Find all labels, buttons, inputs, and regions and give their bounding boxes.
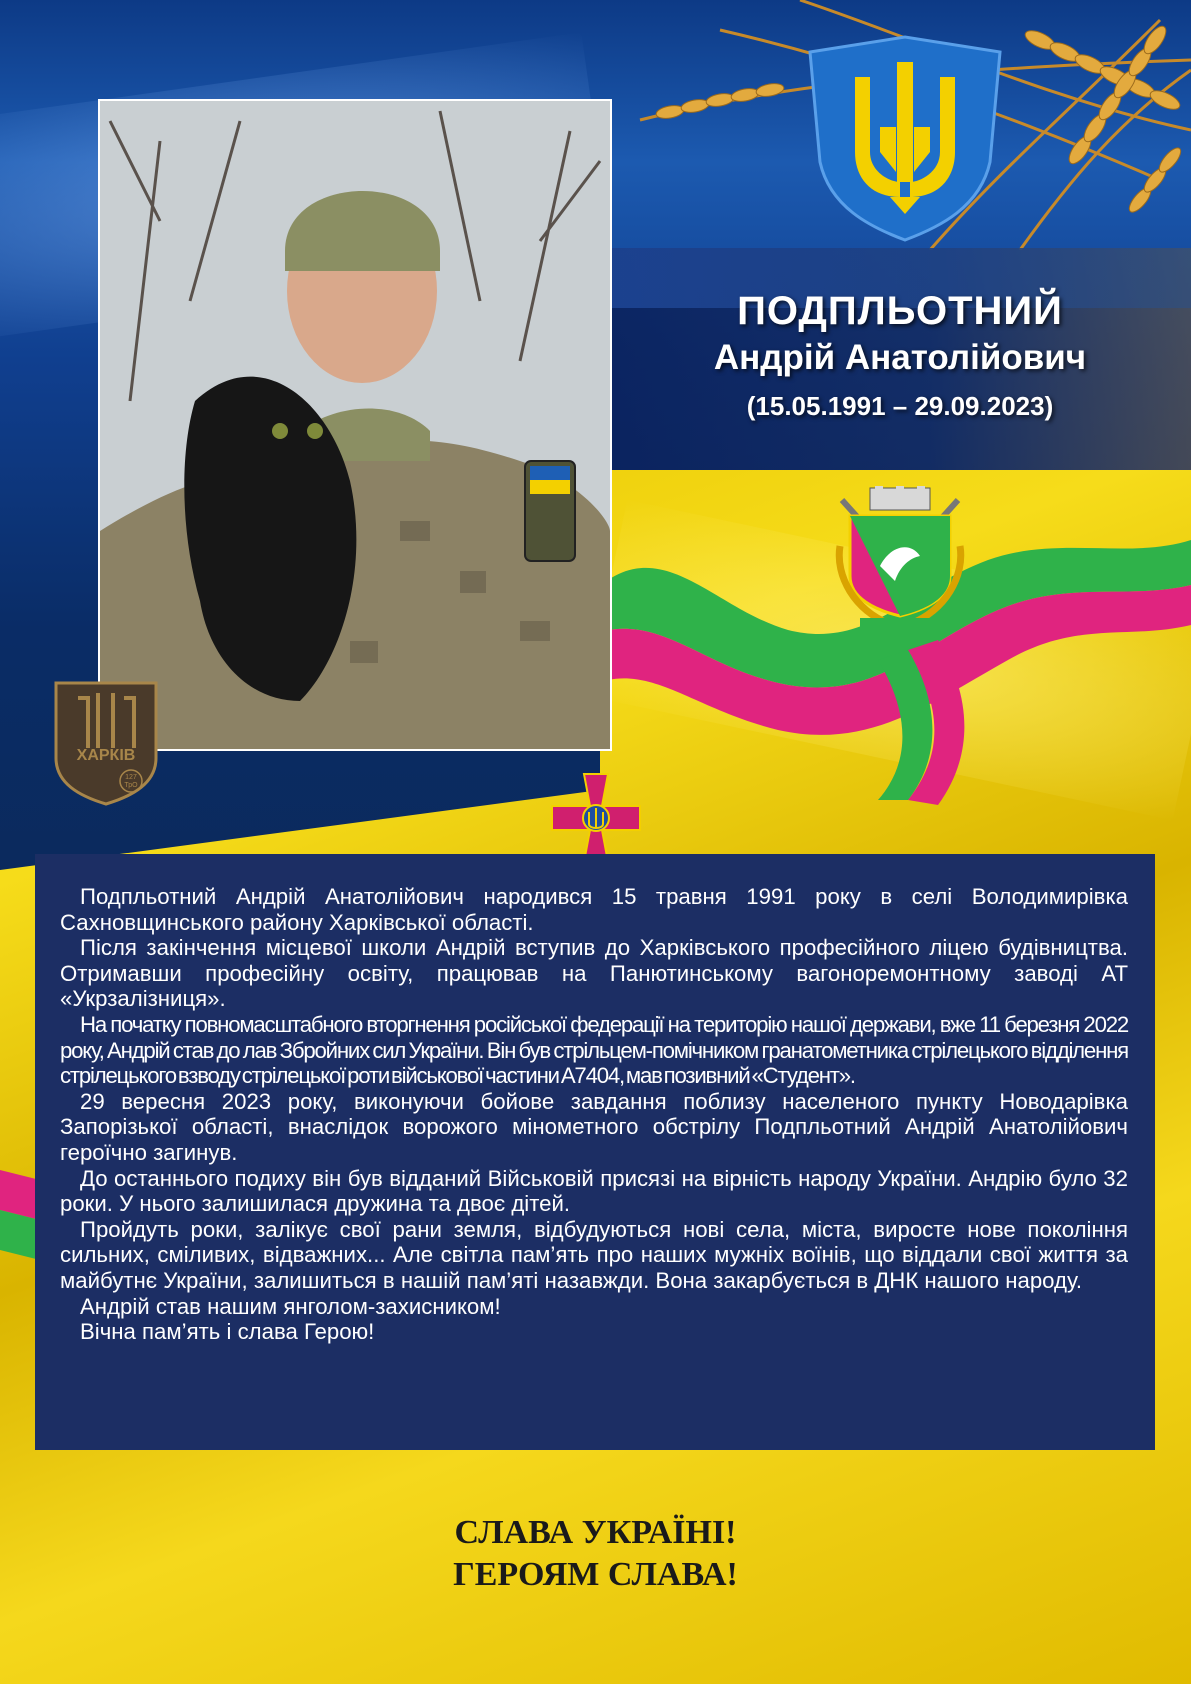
kharkiv-badge-label: ХАРКІВ (76, 747, 136, 764)
kharkiv-tro-badge-icon (53, 678, 159, 806)
bio-paragraph: На початку повномасштабного вторгнення російської федерації на територію нашої держави, вже 11 березня 2022 року, Андрій став до лав Збройних сил України. Він був стрільцем-помічником гранатометника стрілецького відділення стрілецького взводу стрілецької роти військової частини А7404, мав позивний «Студент». (60, 1011, 1128, 1089)
slogan-glory-heroes: ГЕРОЯМ СЛАВА! (453, 1556, 738, 1593)
bio-paragraph: Пройдуть роки, залікує свої рани земля, відбудуються нові села, міста, виросте нове покоління сильних, сміливих, відважних... Але світла пам’ять про наших мужніх воїнів, що віддали свої життя за майбутнє України, залишиться в нашій пам’яті назавжди. Вона закарбується в ДНК нашого народу. (60, 1216, 1128, 1293)
person-given-names: Андрій Анатолійович (713, 338, 1087, 377)
person-surname: ПОДПЛЬОТНИЙ (737, 289, 1063, 333)
armed-forces-cross-icon (548, 770, 644, 866)
bio-paragraph: 29 вересня 2023 року, виконуючи бойове завдання поблизу населеного пункту Новодарівка Запорізької області, внаслідок ворожого мінометного обстрілу Подпльотний Андрій Анатолійович героїчно загинув. (60, 1088, 1128, 1165)
coat-of-arms-trident-icon (800, 32, 1010, 242)
kharkiv-badge-abbr: ТрО (124, 782, 138, 789)
portrait-illustration (100, 101, 610, 749)
title-block (640, 286, 1160, 428)
slogan-glory-ukraine: СЛАВА УКРАЇНІ! (454, 1514, 737, 1551)
bio-paragraph: До останнього подиху він був відданий Військовій присязі на вірність народу України. Андрію було 32 роки. У нього залишилася дружина та двоє дітей. (60, 1165, 1128, 1217)
bio-paragraph: Вічна пам’ять і слава Герою! (80, 1319, 375, 1345)
city-coat-of-arms-icon (830, 486, 970, 632)
bio-paragraph: Андрій став нашим янголом-захисником! (80, 1293, 501, 1319)
person-dates: (15.05.1991 – 29.09.2023) (746, 391, 1054, 421)
bio-paragraph: Після закінчення місцевої школи Андрій вступив до Харківського професійного ліцею будівництва. Отримавши професійну освіту, працював на Панютинському вагоноремонтному заводі АТ «Укрзалізниця». (60, 935, 1128, 1012)
portrait-photo (98, 99, 612, 751)
kharkiv-badge-number: 127 (125, 774, 137, 781)
bio-paragraph: Подпльотний Андрій Анатолійович народився 15 травня 1991 року в селі Володимирівка Сахновщинського району Харківської області. (60, 884, 1128, 935)
biography-text (60, 884, 1128, 1345)
